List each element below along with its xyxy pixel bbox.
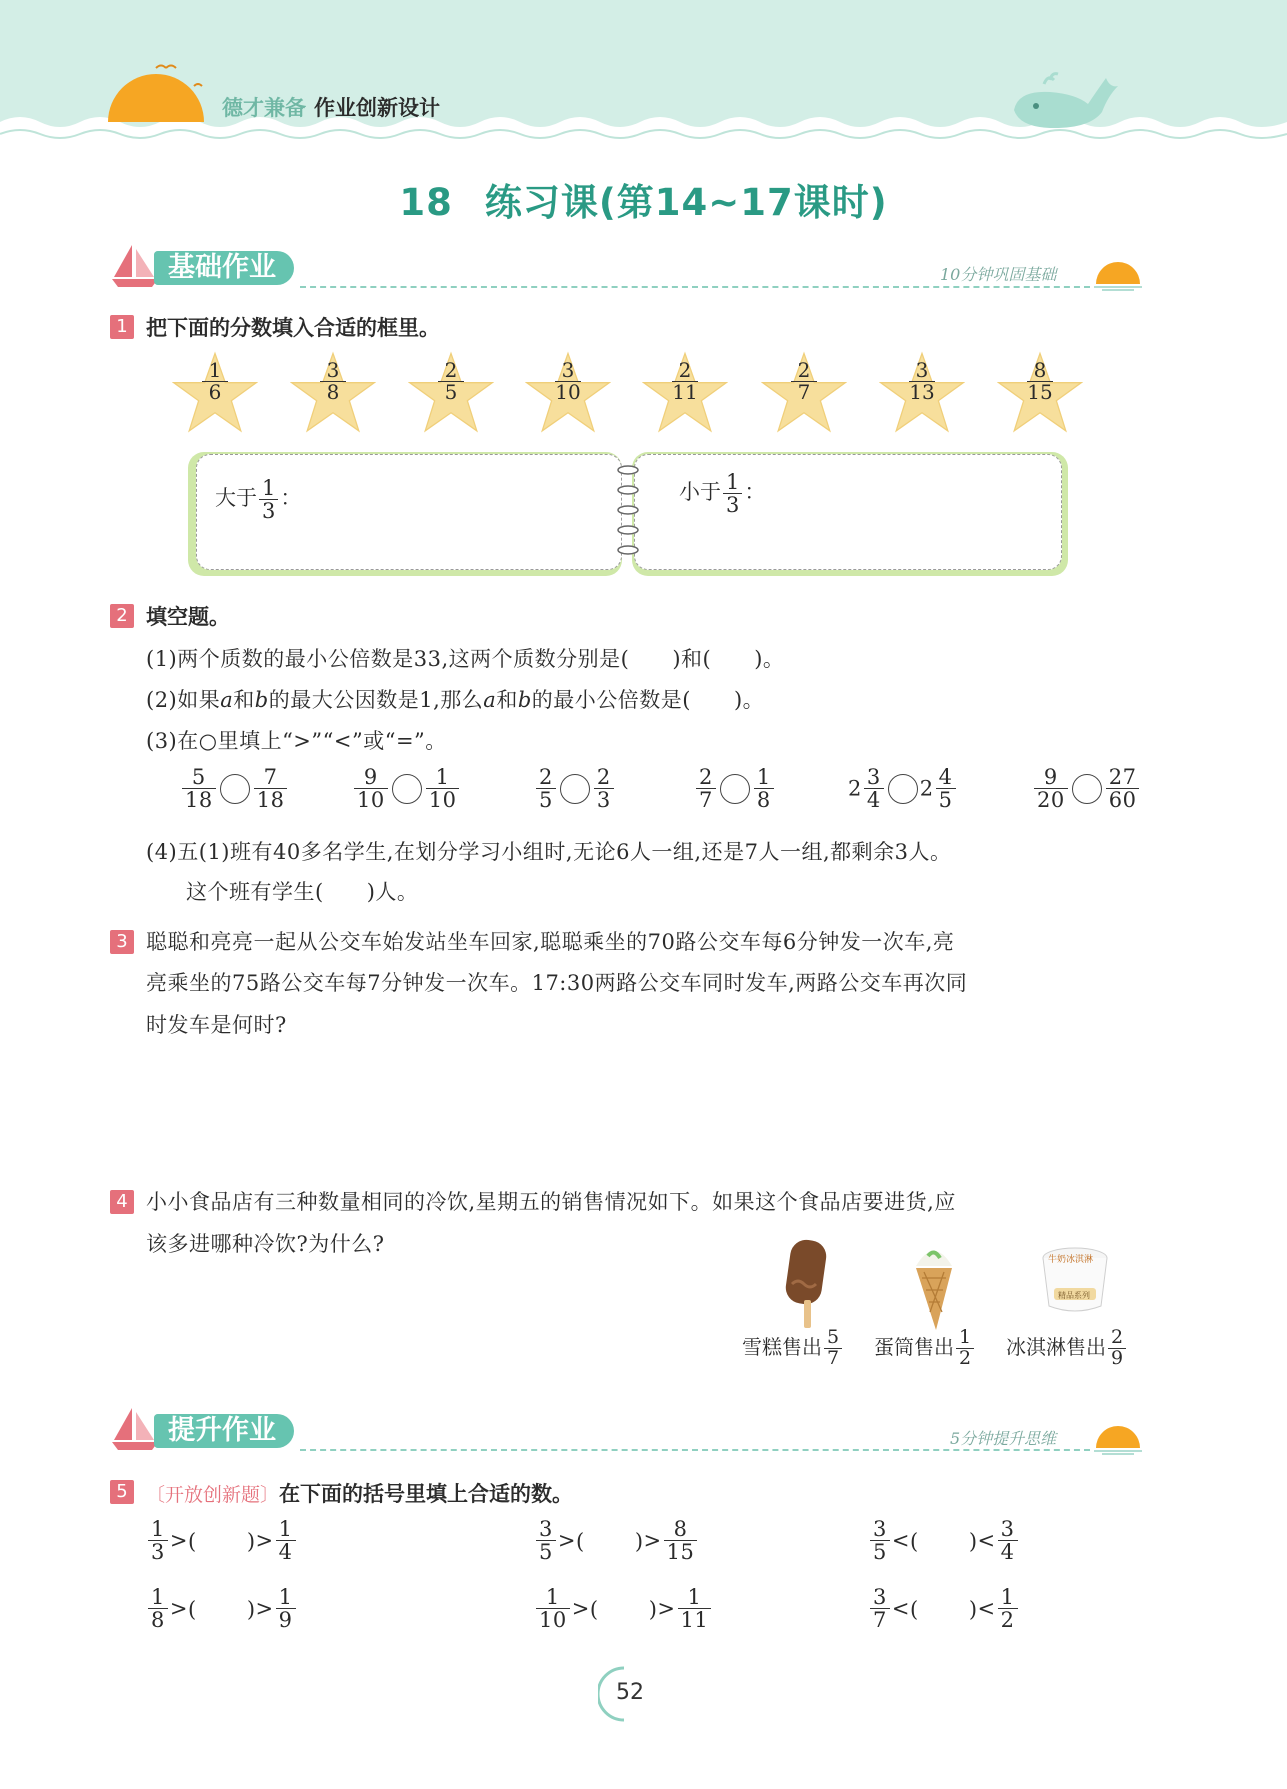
colon: ： xyxy=(744,480,766,505)
fraction xyxy=(664,1518,698,1563)
numerator: 8 xyxy=(664,1518,698,1541)
numerator: 3 xyxy=(998,1518,1018,1541)
numerator: 1 xyxy=(148,1518,168,1541)
answer-blank[interactable]: ( ) xyxy=(575,1529,644,1554)
numerator: 2 xyxy=(536,766,556,789)
numerator: 2 xyxy=(594,766,614,789)
var-b: b xyxy=(517,688,532,712)
fraction xyxy=(956,1328,974,1369)
q2-part4-line2: 这个班有学生( )人。 xyxy=(186,880,419,904)
sun-logo-icon xyxy=(104,60,216,130)
whole-number: 2 xyxy=(848,776,862,801)
star-card xyxy=(525,350,611,436)
numerator: 1 xyxy=(426,766,460,789)
question-4-number: 4 xyxy=(110,1190,134,1214)
denominator: 8 xyxy=(756,788,771,813)
comparison-item xyxy=(352,766,461,811)
inequality-item xyxy=(534,1586,713,1631)
comparison-item xyxy=(848,766,958,811)
numerator: 3 xyxy=(870,1586,890,1609)
numerator: 2 xyxy=(672,360,698,382)
numerator: 1 xyxy=(276,1586,296,1609)
numerator: 2 xyxy=(438,360,464,382)
numerator: 2 xyxy=(1108,1328,1126,1349)
lesson-number: 18 xyxy=(399,181,453,224)
numerator: 5 xyxy=(824,1328,842,1349)
comparison-item xyxy=(1032,766,1141,811)
numerator: 2 xyxy=(791,360,817,382)
whole-number: 2 xyxy=(919,776,934,801)
q2-part2 xyxy=(146,684,764,714)
operator: > xyxy=(169,1528,188,1553)
comparison-item xyxy=(694,766,776,811)
less-than-box[interactable] xyxy=(634,454,1062,570)
compare-circle[interactable] xyxy=(1072,774,1102,804)
denominator: 11 xyxy=(680,1608,709,1633)
question-2-text: 填空题。 xyxy=(146,605,230,629)
numerator: 2 xyxy=(696,766,716,789)
inequality-item xyxy=(146,1586,298,1631)
fraction xyxy=(879,360,965,403)
denominator: 5 xyxy=(539,788,553,813)
comparison-item xyxy=(534,766,616,811)
notebook-rings-icon xyxy=(610,462,646,562)
question-5-text: 在下面的括号里填上合适的数。 xyxy=(279,1482,574,1506)
star-card xyxy=(761,350,847,436)
fraction xyxy=(536,1586,570,1631)
brand-green: 德才兼备 xyxy=(222,96,306,120)
inequality-item xyxy=(868,1586,1020,1631)
fraction xyxy=(998,1518,1018,1563)
numerator: 1 xyxy=(259,477,278,500)
denominator: 5 xyxy=(539,1540,553,1565)
fraction xyxy=(696,766,716,811)
operator: > xyxy=(643,1528,662,1553)
question-1-text: 把下面的分数填入合适的框里。 xyxy=(146,316,440,340)
numerator: 9 xyxy=(1034,766,1068,789)
star-card xyxy=(879,350,965,436)
fraction xyxy=(290,360,376,403)
fraction xyxy=(594,766,614,811)
denominator: 15 xyxy=(1027,380,1053,404)
section-advanced-note: 5分钟提升思维 xyxy=(950,1429,1057,1448)
denominator: 18 xyxy=(185,788,213,813)
numerator: 1 xyxy=(276,1518,296,1541)
fraction xyxy=(761,360,847,403)
q2-part3: (3)在○里填上“>”“<”或“=”。 xyxy=(146,729,447,753)
compare-circle[interactable] xyxy=(720,774,750,804)
q2-part2-d: 的最小公倍数是( )。 xyxy=(531,688,765,712)
section-divider xyxy=(300,1449,1090,1451)
denominator: 3 xyxy=(151,1540,165,1565)
denominator: 10 xyxy=(428,788,457,813)
answer-blank[interactable]: ( ) xyxy=(909,1529,978,1554)
denominator: 8 xyxy=(151,1608,165,1633)
answer-blank[interactable]: ( ) xyxy=(187,1529,256,1554)
q3-line1: 聪聪和亮亮一起从公交车始发站坐车回家,聪聪乘坐的70路公交车每6分钟发一次车,亮 xyxy=(146,930,955,954)
numerator: 5 xyxy=(182,766,216,789)
compare-circle[interactable] xyxy=(560,774,590,804)
comparison-item xyxy=(180,766,289,811)
page-title xyxy=(0,172,1287,226)
fraction xyxy=(997,360,1083,403)
fraction xyxy=(354,766,388,811)
fraction xyxy=(998,1586,1018,1631)
greater-than-label xyxy=(215,477,301,522)
denominator: 7 xyxy=(873,1608,887,1633)
inequality-item xyxy=(868,1518,1020,1563)
var-a: a xyxy=(220,688,234,712)
compare-circle[interactable] xyxy=(888,774,918,804)
q3-line2: 亮乘坐的75路公交车每7分钟发一次车。17:30两路公交车同时发车,两路公交车再次同 xyxy=(146,971,968,995)
section-advanced-label: 提升作业 xyxy=(154,1414,294,1448)
section-divider xyxy=(300,286,1090,288)
numerator: 1 xyxy=(956,1328,974,1349)
cone-caption xyxy=(874,1328,976,1369)
tub-label: 牛奶冰淇淋 xyxy=(1048,1255,1094,1265)
fraction xyxy=(148,1518,168,1563)
answer-blank[interactable]: ( ) xyxy=(909,1597,978,1622)
q2-part2-and: 和 xyxy=(496,688,518,712)
fraction xyxy=(172,360,258,403)
ice-cream-cone-icon xyxy=(910,1232,958,1332)
fraction xyxy=(525,360,611,403)
less-than-label xyxy=(679,471,765,516)
page-number: 52 xyxy=(616,1680,644,1705)
fraction xyxy=(148,1586,168,1631)
denominator: 7 xyxy=(827,1346,840,1369)
operator: < xyxy=(891,1528,910,1553)
brand-dark: 作业创新设计 xyxy=(314,96,440,120)
numerator: 3 xyxy=(870,1518,890,1541)
open-innovation-tag: 〔开放创新题〕 xyxy=(146,1484,280,1506)
greater-than-box[interactable] xyxy=(196,454,622,570)
section-basic-note: 10分钟巩固基础 xyxy=(940,265,1057,284)
brand xyxy=(222,92,440,122)
sailboat-icon xyxy=(110,243,160,289)
var-b: b xyxy=(254,688,269,712)
numerator: 8 xyxy=(1027,360,1053,382)
denominator: 3 xyxy=(596,788,611,813)
q3-line3: 时发车是何时? xyxy=(146,1013,287,1037)
operator: < xyxy=(891,1596,910,1621)
denominator: 2 xyxy=(1000,1608,1015,1633)
denominator: 10 xyxy=(539,1608,567,1633)
numerator: 1 xyxy=(998,1586,1018,1609)
fraction xyxy=(870,1586,890,1631)
fraction xyxy=(408,360,494,403)
compare-circle[interactable] xyxy=(220,774,250,804)
sunset-icon xyxy=(1092,258,1144,292)
fraction xyxy=(1106,766,1140,811)
numerator: 3 xyxy=(864,766,884,789)
operator: < xyxy=(977,1528,996,1553)
denominator: 3 xyxy=(262,499,276,524)
star-card xyxy=(408,350,494,436)
denominator: 3 xyxy=(726,493,740,518)
question-5-number: 5 xyxy=(110,1480,134,1504)
numerator: 4 xyxy=(936,766,956,789)
numerator: 1 xyxy=(678,1586,712,1609)
section-basic-label: 基础作业 xyxy=(154,251,294,285)
fraction xyxy=(276,1518,296,1563)
fraction-one-third xyxy=(723,471,742,516)
fraction xyxy=(824,1328,842,1369)
denominator: 7 xyxy=(797,380,811,404)
star-card xyxy=(642,350,728,436)
denominator: 4 xyxy=(1000,1540,1015,1565)
fraction xyxy=(182,766,216,811)
numerator: 1 xyxy=(536,1586,570,1609)
fraction xyxy=(936,766,956,811)
inequality-item xyxy=(146,1518,298,1563)
fraction xyxy=(536,766,556,811)
numerator: 3 xyxy=(909,360,935,382)
tub-caption-label: 冰淇淋售出 xyxy=(1006,1334,1106,1359)
denominator: 15 xyxy=(666,1540,695,1565)
colon: ： xyxy=(280,486,302,511)
numerator: 1 xyxy=(754,766,774,789)
q2-part4-line1: (4)五(1)班有40多名学生,在划分学习小组时,无论6人一组,还是7人一组,都剩余3人。 xyxy=(146,840,952,864)
lesson-title: 练习课(第14~17课时) xyxy=(484,181,888,224)
star-card xyxy=(997,350,1083,436)
denominator: 4 xyxy=(866,788,881,813)
denominator: 6 xyxy=(208,380,222,404)
operator: > xyxy=(571,1596,590,1621)
fraction xyxy=(426,766,460,811)
numerator: 27 xyxy=(1106,766,1140,789)
denominator: 5 xyxy=(444,380,458,404)
numerator: 1 xyxy=(148,1586,168,1609)
star-card xyxy=(290,350,376,436)
q2-part2-a: (2)如果 xyxy=(146,688,221,712)
denominator: 10 xyxy=(357,788,385,813)
fraction xyxy=(754,766,774,811)
denominator: 18 xyxy=(256,788,285,813)
ice-pop-caption xyxy=(742,1328,844,1369)
question-5-header xyxy=(146,1478,573,1508)
star-card xyxy=(172,350,258,436)
fraction xyxy=(276,1586,296,1631)
fraction xyxy=(642,360,728,403)
sailboat-icon xyxy=(110,1406,160,1452)
cone-label: 蛋筒售出 xyxy=(874,1334,954,1359)
q4-line2: 该多进哪种冷饮?为什么? xyxy=(146,1232,385,1256)
numerator: 7 xyxy=(254,766,288,789)
operator: > xyxy=(657,1596,676,1621)
numerator: 3 xyxy=(555,360,581,382)
numerator: 3 xyxy=(320,360,346,382)
numerator: 1 xyxy=(723,471,742,494)
denominator: 10 xyxy=(555,380,581,404)
denominator: 8 xyxy=(326,380,340,404)
less-prefix: 小于 xyxy=(679,480,721,505)
fraction-one-third xyxy=(259,477,278,522)
question-3-number: 3 xyxy=(110,930,134,954)
whale-icon xyxy=(1010,70,1120,132)
denominator: 20 xyxy=(1037,788,1065,813)
ice-pop-label: 雪糕售出 xyxy=(742,1334,822,1359)
fraction xyxy=(1108,1328,1126,1369)
q2-part2-and: 和 xyxy=(233,688,255,712)
denominator: 13 xyxy=(909,380,935,404)
ice-pop-icon xyxy=(782,1236,834,1332)
numerator: 1 xyxy=(202,360,228,382)
denominator: 9 xyxy=(1111,1346,1124,1369)
operator: > xyxy=(169,1596,188,1621)
var-a: a xyxy=(483,688,497,712)
denominator: 5 xyxy=(938,788,953,813)
denominator: 60 xyxy=(1108,788,1137,813)
fraction xyxy=(1034,766,1068,811)
denominator: 5 xyxy=(873,1540,887,1565)
q4-line1: 小小食品店有三种数量相同的冷饮,星期五的销售情况如下。如果这个食品店要进货,应 xyxy=(146,1190,956,1214)
fraction xyxy=(254,766,288,811)
sunset-icon xyxy=(1092,1422,1144,1456)
numerator: 3 xyxy=(536,1518,556,1541)
q2-part1: (1)两个质数的最小公倍数是33,这两个质数分别是( )和( )。 xyxy=(146,647,785,671)
answer-blank[interactable]: ( ) xyxy=(589,1597,658,1622)
tub-sublabel: 精品系列 xyxy=(1058,1291,1090,1300)
denominator: 7 xyxy=(699,788,713,813)
operator: > xyxy=(255,1528,274,1553)
tub-caption xyxy=(1006,1328,1128,1369)
question-2-number: 2 xyxy=(110,604,134,628)
fraction xyxy=(864,766,884,811)
compare-circle[interactable] xyxy=(392,774,422,804)
fraction xyxy=(870,1518,890,1563)
fraction xyxy=(536,1518,556,1563)
inequality-item xyxy=(534,1518,699,1563)
question-1-number: 1 xyxy=(110,315,134,339)
operator: < xyxy=(977,1596,996,1621)
operator: > xyxy=(557,1528,576,1553)
denominator: 2 xyxy=(959,1346,972,1369)
denominator: 9 xyxy=(278,1608,293,1633)
denominator: 4 xyxy=(278,1540,293,1565)
answer-blank[interactable]: ( ) xyxy=(187,1597,256,1622)
denominator: 11 xyxy=(672,380,698,404)
fraction xyxy=(678,1586,712,1631)
operator: > xyxy=(255,1596,274,1621)
q2-part2-c: 的最大公因数是1,那么 xyxy=(268,688,484,712)
greater-prefix: 大于 xyxy=(215,486,257,511)
numerator: 9 xyxy=(354,766,388,789)
